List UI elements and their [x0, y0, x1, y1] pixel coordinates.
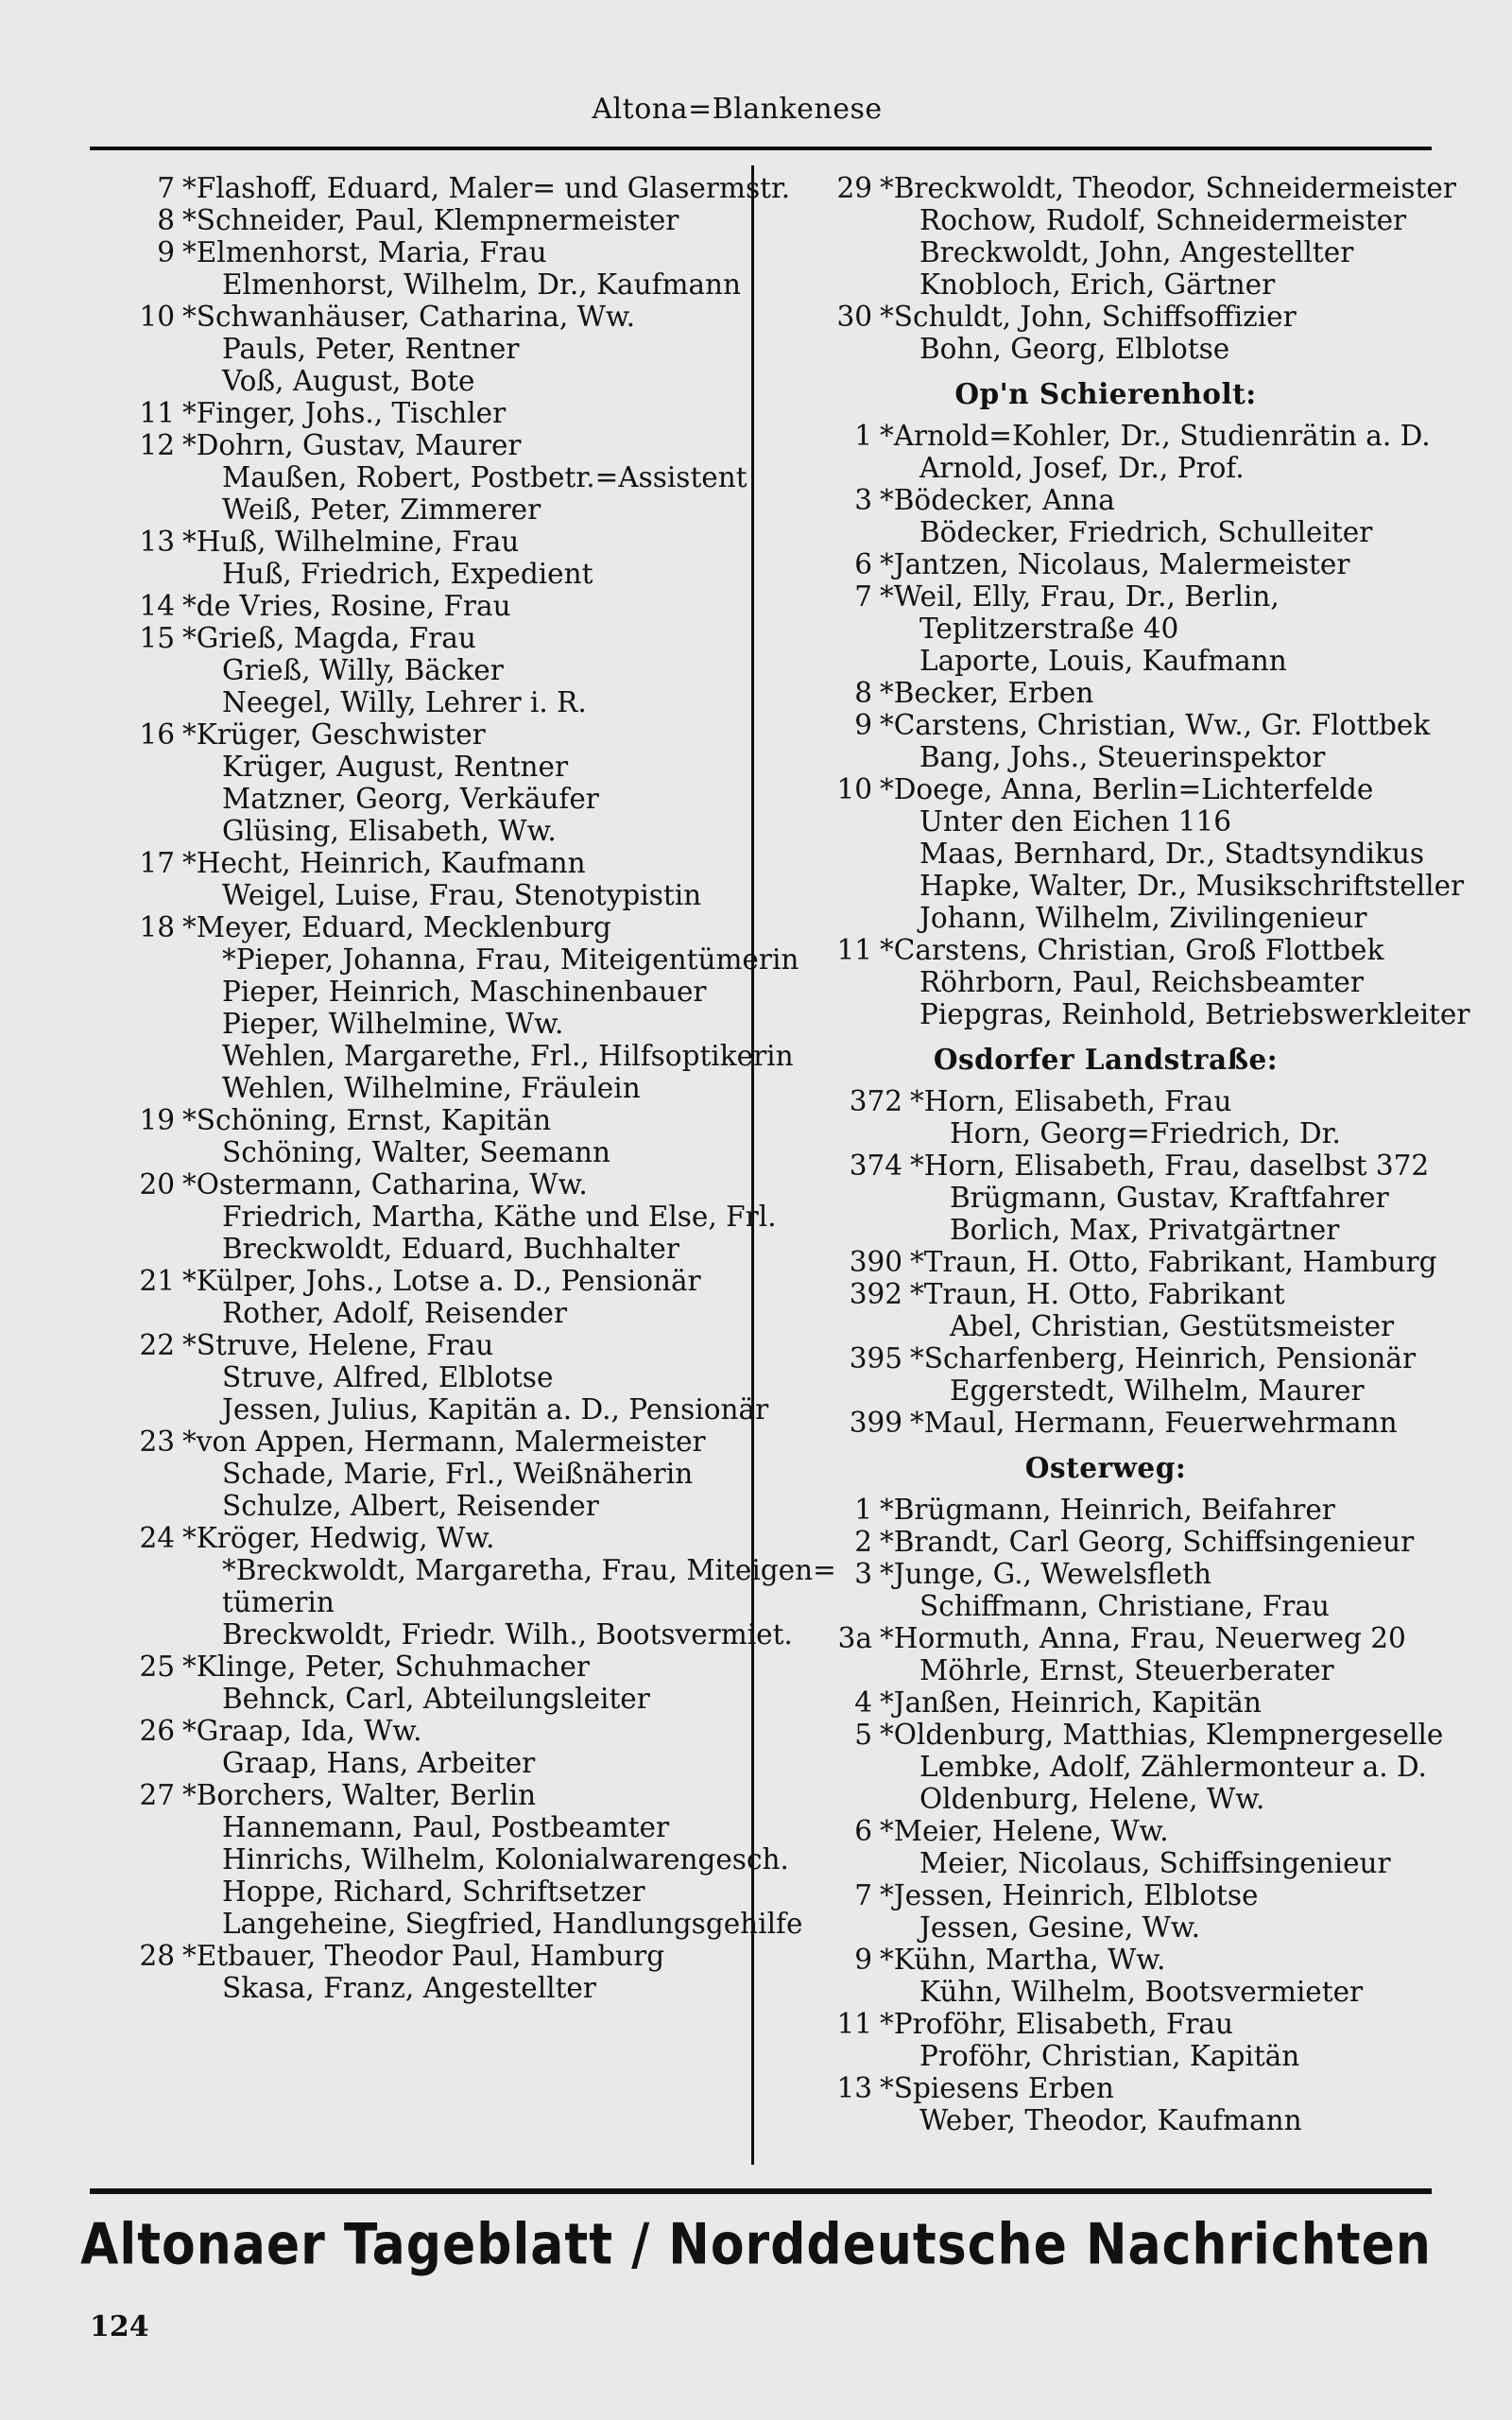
resident-line: *Borchers, Walter, Berlin [182, 1779, 537, 1811]
directory-entry [761, 1494, 1451, 1526]
directory-entry [761, 677, 1451, 709]
directory-entry [761, 1622, 1451, 1686]
resident-line: *Brügmann, Heinrich, Beifahrer [880, 1494, 1335, 1526]
resident-line: *Schwanhäuser, Catharina, Ww. [182, 301, 636, 333]
resident-lines [880, 1622, 1451, 1686]
directory-entry [71, 1426, 747, 1522]
directory-entry [71, 1779, 803, 1940]
house-number: 7 [854, 1879, 872, 1911]
resident-line: Maußen, Robert, Postbetr.=Assistent [222, 461, 747, 493]
resident-line: Voß, August, Bote [222, 365, 475, 397]
resident-line: *Schneider, Paul, Klempnermeister [182, 204, 679, 236]
resident-line: Hannemann, Paul, Postbeamter [222, 1811, 670, 1843]
resident-line: *Carstens, Christian, Groß Flottbek [880, 934, 1384, 966]
resident-line: Rother, Adolf, Reisender [222, 1297, 568, 1329]
directory-entry [761, 172, 1456, 301]
directory-entry [761, 1879, 1451, 1944]
house-number: 374 [849, 1150, 902, 1182]
house-number: 24 [139, 1522, 175, 1554]
resident-lines [182, 236, 747, 301]
resident-line: Maas, Bernhard, Dr., Stadtsyndikus [919, 838, 1425, 870]
right-column [761, 172, 1470, 2136]
directory-entry [71, 1715, 747, 1779]
house-number: 12 [139, 429, 175, 461]
resident-line: Langeheine, Siegfried, Handlungsgehilfe [222, 1908, 803, 1940]
resident-line: *Schöning, Ernst, Kapitän [182, 1104, 552, 1136]
resident-line: Pieper, Heinrich, Maschinenbauer [222, 976, 707, 1008]
resident-line: Glüsing, Elisabeth, Ww. [222, 815, 557, 847]
newspaper-banner: Altonaer Tageblatt / Norddeutsche Nachrichten [80, 2212, 1432, 2278]
house-number: 11 [836, 934, 872, 966]
resident-line: Wehlen, Wilhelmine, Fräulein [222, 1072, 641, 1104]
resident-line: Kühn, Wilhelm, Bootsvermieter [919, 1976, 1364, 2008]
resident-lines [880, 1944, 1451, 2008]
resident-lines [910, 1407, 1451, 1439]
resident-line: *Brandt, Carl Georg, Schiffsingenieur [880, 1526, 1415, 1558]
page-header: Altona=Blankenese [592, 93, 883, 126]
resident-line: *Ostermann, Catharina, Ww. [182, 1168, 588, 1201]
directory-entry [761, 1558, 1451, 1622]
resident-line: Bohn, Georg, Elblotse [919, 333, 1230, 365]
resident-line: *Breckwoldt, Theodor, Schneidermeister [880, 172, 1456, 204]
resident-line: Meier, Nicolaus, Schiffsingenieur [919, 1847, 1391, 1879]
resident-lines [880, 934, 1469, 1030]
directory-entry [761, 2008, 1451, 2072]
house-number: 25 [139, 1651, 175, 1683]
resident-line: Weigel, Luise, Frau, Stenotypistin [222, 879, 702, 911]
house-number: 2 [854, 1526, 872, 1558]
resident-line: Behnck, Carl, Abteilungsleiter [222, 1683, 650, 1715]
resident-line: Röhrborn, Paul, Reichsbeamter [919, 966, 1364, 998]
house-number: 21 [139, 1265, 175, 1297]
resident-lines [880, 172, 1456, 301]
resident-lines [880, 677, 1451, 709]
house-number: 20 [139, 1168, 175, 1201]
resident-line: Graap, Hans, Arbeiter [222, 1747, 536, 1779]
directory-entry [71, 236, 747, 301]
house-number: 10 [836, 773, 872, 805]
house-number: 1 [854, 420, 872, 452]
resident-lines [182, 590, 747, 622]
left-column [71, 172, 836, 2004]
resident-line: *Hormuth, Anna, Frau, Neuerweg 20 [880, 1622, 1406, 1654]
resident-line: Hapke, Walter, Dr., Musikschriftsteller [919, 870, 1465, 902]
house-number: 9 [157, 236, 175, 268]
resident-lines [880, 1815, 1451, 1879]
resident-line: Johann, Wilhelm, Zivilingenieur [919, 902, 1367, 934]
resident-lines [910, 1150, 1451, 1246]
resident-line: Bödecker, Friedrich, Schulleiter [919, 516, 1373, 548]
resident-lines [880, 1558, 1451, 1622]
directory-entry [761, 1150, 1451, 1246]
resident-line: Huß, Friedrich, Expedient [222, 558, 593, 590]
house-number: 11 [836, 2008, 872, 2040]
directory-entry [761, 709, 1451, 773]
resident-lines [182, 397, 747, 429]
house-number: 27 [139, 1779, 175, 1811]
resident-lines [880, 548, 1451, 580]
directory-entry [761, 301, 1451, 365]
resident-line: *Traun, H. Otto, Fabrikant [910, 1278, 1285, 1310]
resident-line: *Horn, Elisabeth, Frau [910, 1085, 1232, 1117]
resident-line: *Proföhr, Elisabeth, Frau [880, 2008, 1233, 2040]
resident-lines [880, 1686, 1451, 1719]
directory-entry [761, 548, 1451, 580]
resident-line: Skasa, Franz, Angestellter [222, 1972, 596, 2004]
resident-lines [880, 1494, 1451, 1526]
resident-line: Schiffmann, Christiane, Frau [919, 1590, 1330, 1622]
resident-lines [880, 773, 1464, 934]
resident-lines [182, 1779, 802, 1940]
resident-lines [182, 1168, 777, 1265]
resident-line: *Traun, H. Otto, Fabrikant, Hamburg [910, 1246, 1437, 1278]
house-number: 26 [139, 1715, 175, 1747]
house-number: 7 [157, 172, 175, 204]
resident-lines [182, 1329, 768, 1426]
resident-line: Oldenburg, Helene, Ww. [919, 1783, 1265, 1815]
resident-lines [182, 301, 747, 397]
resident-line: Möhrle, Ernst, Steuerberater [919, 1654, 1334, 1686]
directory-entry [761, 1085, 1451, 1150]
directory-entry [71, 429, 747, 526]
directory-entry [761, 2072, 1451, 2136]
resident-lines [182, 1940, 747, 2004]
resident-line: Teplitzerstraße 40 [919, 613, 1179, 645]
house-number: 14 [139, 590, 175, 622]
section-heading-osdorfer: Osdorfer Landstraße: [933, 1043, 1279, 1076]
directory-entry [71, 590, 747, 622]
house-number: 30 [836, 301, 872, 333]
resident-lines [182, 526, 747, 590]
resident-lines [182, 1715, 747, 1779]
resident-line: *Jantzen, Nicolaus, Malermeister [880, 548, 1350, 580]
resident-line: *Struve, Helene, Frau [182, 1329, 494, 1361]
resident-line: Laporte, Louis, Kaufmann [919, 645, 1287, 677]
resident-line: Pieper, Wilhelmine, Ww. [222, 1008, 564, 1040]
resident-line: *Horn, Elisabeth, Frau, daselbst 372 [910, 1150, 1430, 1182]
house-number: 4 [854, 1686, 872, 1719]
resident-line: Hinrichs, Wilhelm, Kolonialwarengesch. [222, 1843, 789, 1876]
directory-entry [71, 526, 747, 590]
resident-line: *Finger, Johs., Tischler [182, 397, 507, 429]
directory-entry [761, 1815, 1451, 1879]
house-number: 8 [854, 677, 872, 709]
directory-entry [761, 1246, 1451, 1278]
house-number: 5 [854, 1719, 872, 1751]
resident-line: *Dohrn, Gustav, Maurer [182, 429, 522, 461]
directory-entry [71, 204, 747, 236]
directory-entry [71, 911, 799, 1104]
resident-lines [880, 1879, 1451, 1944]
directory-entry [71, 1651, 747, 1715]
header-rule [90, 147, 1432, 150]
resident-line: Schulze, Albert, Reisender [222, 1490, 599, 1522]
resident-line: *Huß, Wilhelmine, Frau [182, 526, 520, 558]
directory-entry [761, 1944, 1451, 2008]
resident-lines [910, 1246, 1451, 1278]
resident-line: Schöning, Walter, Seemann [222, 1136, 610, 1168]
house-number: 23 [139, 1426, 175, 1458]
resident-lines [880, 2072, 1451, 2136]
directory-entry [71, 1329, 769, 1426]
resident-line: *de Vries, Rosine, Frau [182, 590, 511, 622]
resident-lines [182, 718, 747, 847]
resident-line: Breckwoldt, John, Angestellter [919, 236, 1354, 268]
resident-line: *Hecht, Heinrich, Kaufmann [182, 847, 586, 879]
directory-entry [761, 1342, 1451, 1407]
house-number: 1 [854, 1494, 872, 1526]
resident-line: *Weil, Elly, Frau, Dr., Berlin, [880, 580, 1280, 613]
resident-line: Wehlen, Margarethe, Frl., Hilfsoptikerin [222, 1040, 794, 1072]
directory-entry [71, 622, 747, 718]
directory-entry [761, 934, 1470, 1030]
resident-lines [182, 1522, 836, 1651]
resident-lines [182, 622, 747, 718]
resident-lines [182, 172, 790, 204]
house-number: 8 [157, 204, 175, 236]
resident-line: *Arnold=Kohler, Dr., Studienrätin a. D. [880, 420, 1431, 452]
house-number: 13 [139, 526, 175, 558]
resident-line: *Graap, Ida, Ww. [182, 1715, 422, 1747]
resident-line: *Elmenhorst, Maria, Frau [182, 236, 547, 268]
house-number: 6 [854, 1815, 872, 1847]
footer-rule [90, 2188, 1432, 2194]
resident-lines [880, 1526, 1451, 1558]
resident-line: *Meier, Helene, Ww. [880, 1815, 1169, 1847]
resident-line: Neegel, Willy, Lehrer i. R. [222, 686, 587, 718]
resident-lines [182, 1426, 747, 1522]
resident-line: *Külper, Johs., Lotse a. D., Pensionär [182, 1265, 701, 1297]
resident-line: Horn, Georg=Friedrich, Dr. [950, 1117, 1341, 1150]
resident-line: tümerin [222, 1586, 335, 1618]
house-number: 28 [139, 1940, 175, 1972]
resident-lines [910, 1342, 1451, 1407]
house-number: 395 [849, 1342, 902, 1374]
house-number: 22 [139, 1329, 175, 1361]
resident-line: *von Appen, Hermann, Malermeister [182, 1426, 706, 1458]
resident-lines [182, 847, 747, 911]
resident-line: Weber, Theodor, Kaufmann [919, 2104, 1302, 2136]
house-number: 11 [139, 397, 175, 429]
resident-line: Pauls, Peter, Rentner [222, 333, 520, 365]
resident-line: Jessen, Gesine, Ww. [919, 1911, 1201, 1944]
resident-lines [182, 1651, 747, 1715]
right-top-entries [761, 172, 1456, 365]
resident-line: Schade, Marie, Frl., Weißnäherin [222, 1458, 694, 1490]
directory-entry [71, 1940, 747, 2004]
resident-line: Lembke, Adolf, Zählermonteur a. D. [919, 1751, 1427, 1783]
resident-lines [880, 301, 1451, 365]
resident-lines [910, 1085, 1451, 1150]
resident-line: *Becker, Erben [880, 677, 1094, 709]
resident-line: Brügmann, Gustav, Kraftfahrer [950, 1182, 1389, 1214]
directory-entry [761, 1719, 1451, 1815]
resident-line: Bang, Johs., Steuerinspektor [919, 741, 1326, 773]
resident-line: *Breckwoldt, Margaretha, Frau, Miteigen= [222, 1554, 836, 1586]
directory-entry [761, 1686, 1451, 1719]
resident-line: *Bödecker, Anna [880, 484, 1115, 516]
resident-line: Grieß, Willy, Bäcker [222, 654, 504, 686]
house-number: 399 [849, 1407, 902, 1439]
resident-line: Unter den Eichen 116 [919, 805, 1232, 838]
resident-line: *Junge, G., Wewelsfleth [880, 1558, 1211, 1590]
resident-line: Abel, Christian, Gestütsmeister [950, 1310, 1395, 1342]
directory-entry [71, 847, 747, 911]
section-osdorfer [761, 1085, 1451, 1439]
directory-entry [71, 718, 747, 847]
directory-entry [71, 1522, 836, 1651]
directory-entry [761, 1278, 1451, 1342]
resident-line: Hoppe, Richard, Schriftsetzer [222, 1876, 645, 1908]
resident-line: Breckwoldt, Eduard, Buchhalter [222, 1233, 679, 1265]
resident-line: Borlich, Max, Privatgärtner [950, 1214, 1340, 1246]
resident-lines [880, 580, 1451, 677]
resident-line: Proföhr, Christian, Kapitän [919, 2040, 1300, 2072]
resident-lines [182, 1265, 747, 1329]
directory-entry [71, 301, 747, 397]
resident-line: *Flashoff, Eduard, Maler= und Glasermstr. [182, 172, 791, 204]
resident-line: *Maul, Hermann, Feuerwehrmann [910, 1407, 1398, 1439]
directory-entry [761, 484, 1451, 548]
house-number: 6 [854, 548, 872, 580]
resident-lines [880, 484, 1451, 548]
resident-lines [182, 429, 747, 526]
resident-line: Jessen, Julius, Kapitän a. D., Pensionär [222, 1393, 769, 1426]
resident-line: Struve, Alfred, Elblotse [222, 1361, 554, 1393]
house-number: 16 [139, 718, 175, 751]
resident-line: *Oldenburg, Matthias, Klempnergeselle [880, 1719, 1444, 1751]
resident-lines [880, 709, 1451, 773]
resident-lines [910, 1278, 1451, 1342]
section-heading-osterweg: Osterweg: [1024, 1451, 1187, 1484]
resident-line: Knobloch, Erich, Gärtner [919, 268, 1276, 301]
resident-line: *Carstens, Christian, Ww., Gr. Flottbek [880, 709, 1431, 741]
resident-line: *Janßen, Heinrich, Kapitän [880, 1686, 1262, 1719]
resident-line: Krüger, August, Rentner [222, 751, 569, 783]
resident-lines [182, 1104, 747, 1168]
directory-entry [761, 773, 1465, 934]
house-number: 29 [836, 172, 872, 204]
resident-lines [880, 420, 1451, 484]
resident-line: *Scharfenberg, Heinrich, Pensionär [910, 1342, 1417, 1374]
directory-entry [761, 1526, 1451, 1558]
resident-line: Weiß, Peter, Zimmerer [222, 493, 541, 526]
house-number: 19 [139, 1104, 175, 1136]
directory-entry [761, 580, 1451, 677]
house-number: 392 [849, 1278, 902, 1310]
resident-line: *Kröger, Hedwig, Ww. [182, 1522, 495, 1554]
house-number: 372 [849, 1085, 902, 1117]
resident-line: *Krüger, Geschwister [182, 718, 486, 751]
directory-entry [71, 1168, 777, 1265]
house-number: 18 [139, 911, 175, 943]
house-number: 13 [836, 2072, 872, 2104]
resident-line: Breckwoldt, Friedr. Wilh., Bootsvermiet. [222, 1618, 793, 1651]
house-number: 390 [849, 1246, 902, 1278]
resident-line: Matzner, Georg, Verkäufer [222, 783, 599, 815]
resident-line: *Doege, Anna, Berlin=Lichterfelde [880, 773, 1374, 805]
resident-line: *Meyer, Eduard, Mecklenburg [182, 911, 611, 943]
resident-line: Rochow, Rudolf, Schneidermeister [919, 204, 1407, 236]
resident-line: Elmenhorst, Wilhelm, Dr., Kaufmann [222, 268, 742, 301]
house-number: 9 [854, 1944, 872, 1976]
resident-lines [182, 911, 799, 1104]
resident-line: *Jessen, Heinrich, Elblotse [880, 1879, 1259, 1911]
resident-line: *Klinge, Peter, Schuhmacher [182, 1651, 591, 1683]
resident-line: *Schuldt, John, Schiffsoffizier [880, 301, 1297, 333]
page-number: 124 [90, 2310, 149, 2343]
resident-line: Piepgras, Reinhold, Betriebswerkleiter [919, 998, 1470, 1030]
section-osterweg [761, 1494, 1451, 2136]
house-number: 15 [139, 622, 175, 654]
directory-entry [71, 1104, 747, 1168]
house-number: 7 [854, 580, 872, 613]
house-number: 9 [854, 709, 872, 741]
resident-lines [182, 204, 747, 236]
section-heading-schierenholt: Op'n Schierenholt: [954, 377, 1257, 410]
directory-entry [761, 420, 1451, 484]
directory-entry [71, 1265, 747, 1329]
resident-line: *Spiesens Erben [880, 2072, 1114, 2104]
resident-line: *Kühn, Martha, Ww. [880, 1944, 1166, 1976]
house-number: 3a [837, 1622, 872, 1654]
house-number: 17 [139, 847, 175, 879]
directory-entry [761, 1407, 1451, 1439]
resident-lines [880, 2008, 1451, 2072]
section-schierenholt [761, 420, 1470, 1030]
directory-entry [71, 397, 747, 429]
house-number: 3 [854, 1558, 872, 1590]
resident-line: *Pieper, Johanna, Frau, Miteigentümerin [222, 943, 799, 976]
resident-line: *Grieß, Magda, Frau [182, 622, 476, 654]
house-number: 10 [139, 301, 175, 333]
resident-line: *Etbauer, Theodor Paul, Hamburg [182, 1940, 665, 1972]
resident-line: Eggerstedt, Wilhelm, Maurer [950, 1374, 1365, 1407]
resident-line: Friedrich, Martha, Käthe und Else, Frl. [222, 1201, 777, 1233]
resident-line: Arnold, Josef, Dr., Prof. [919, 452, 1245, 484]
directory-entry [71, 172, 791, 204]
house-number: 3 [854, 484, 872, 516]
resident-lines [880, 1719, 1451, 1815]
